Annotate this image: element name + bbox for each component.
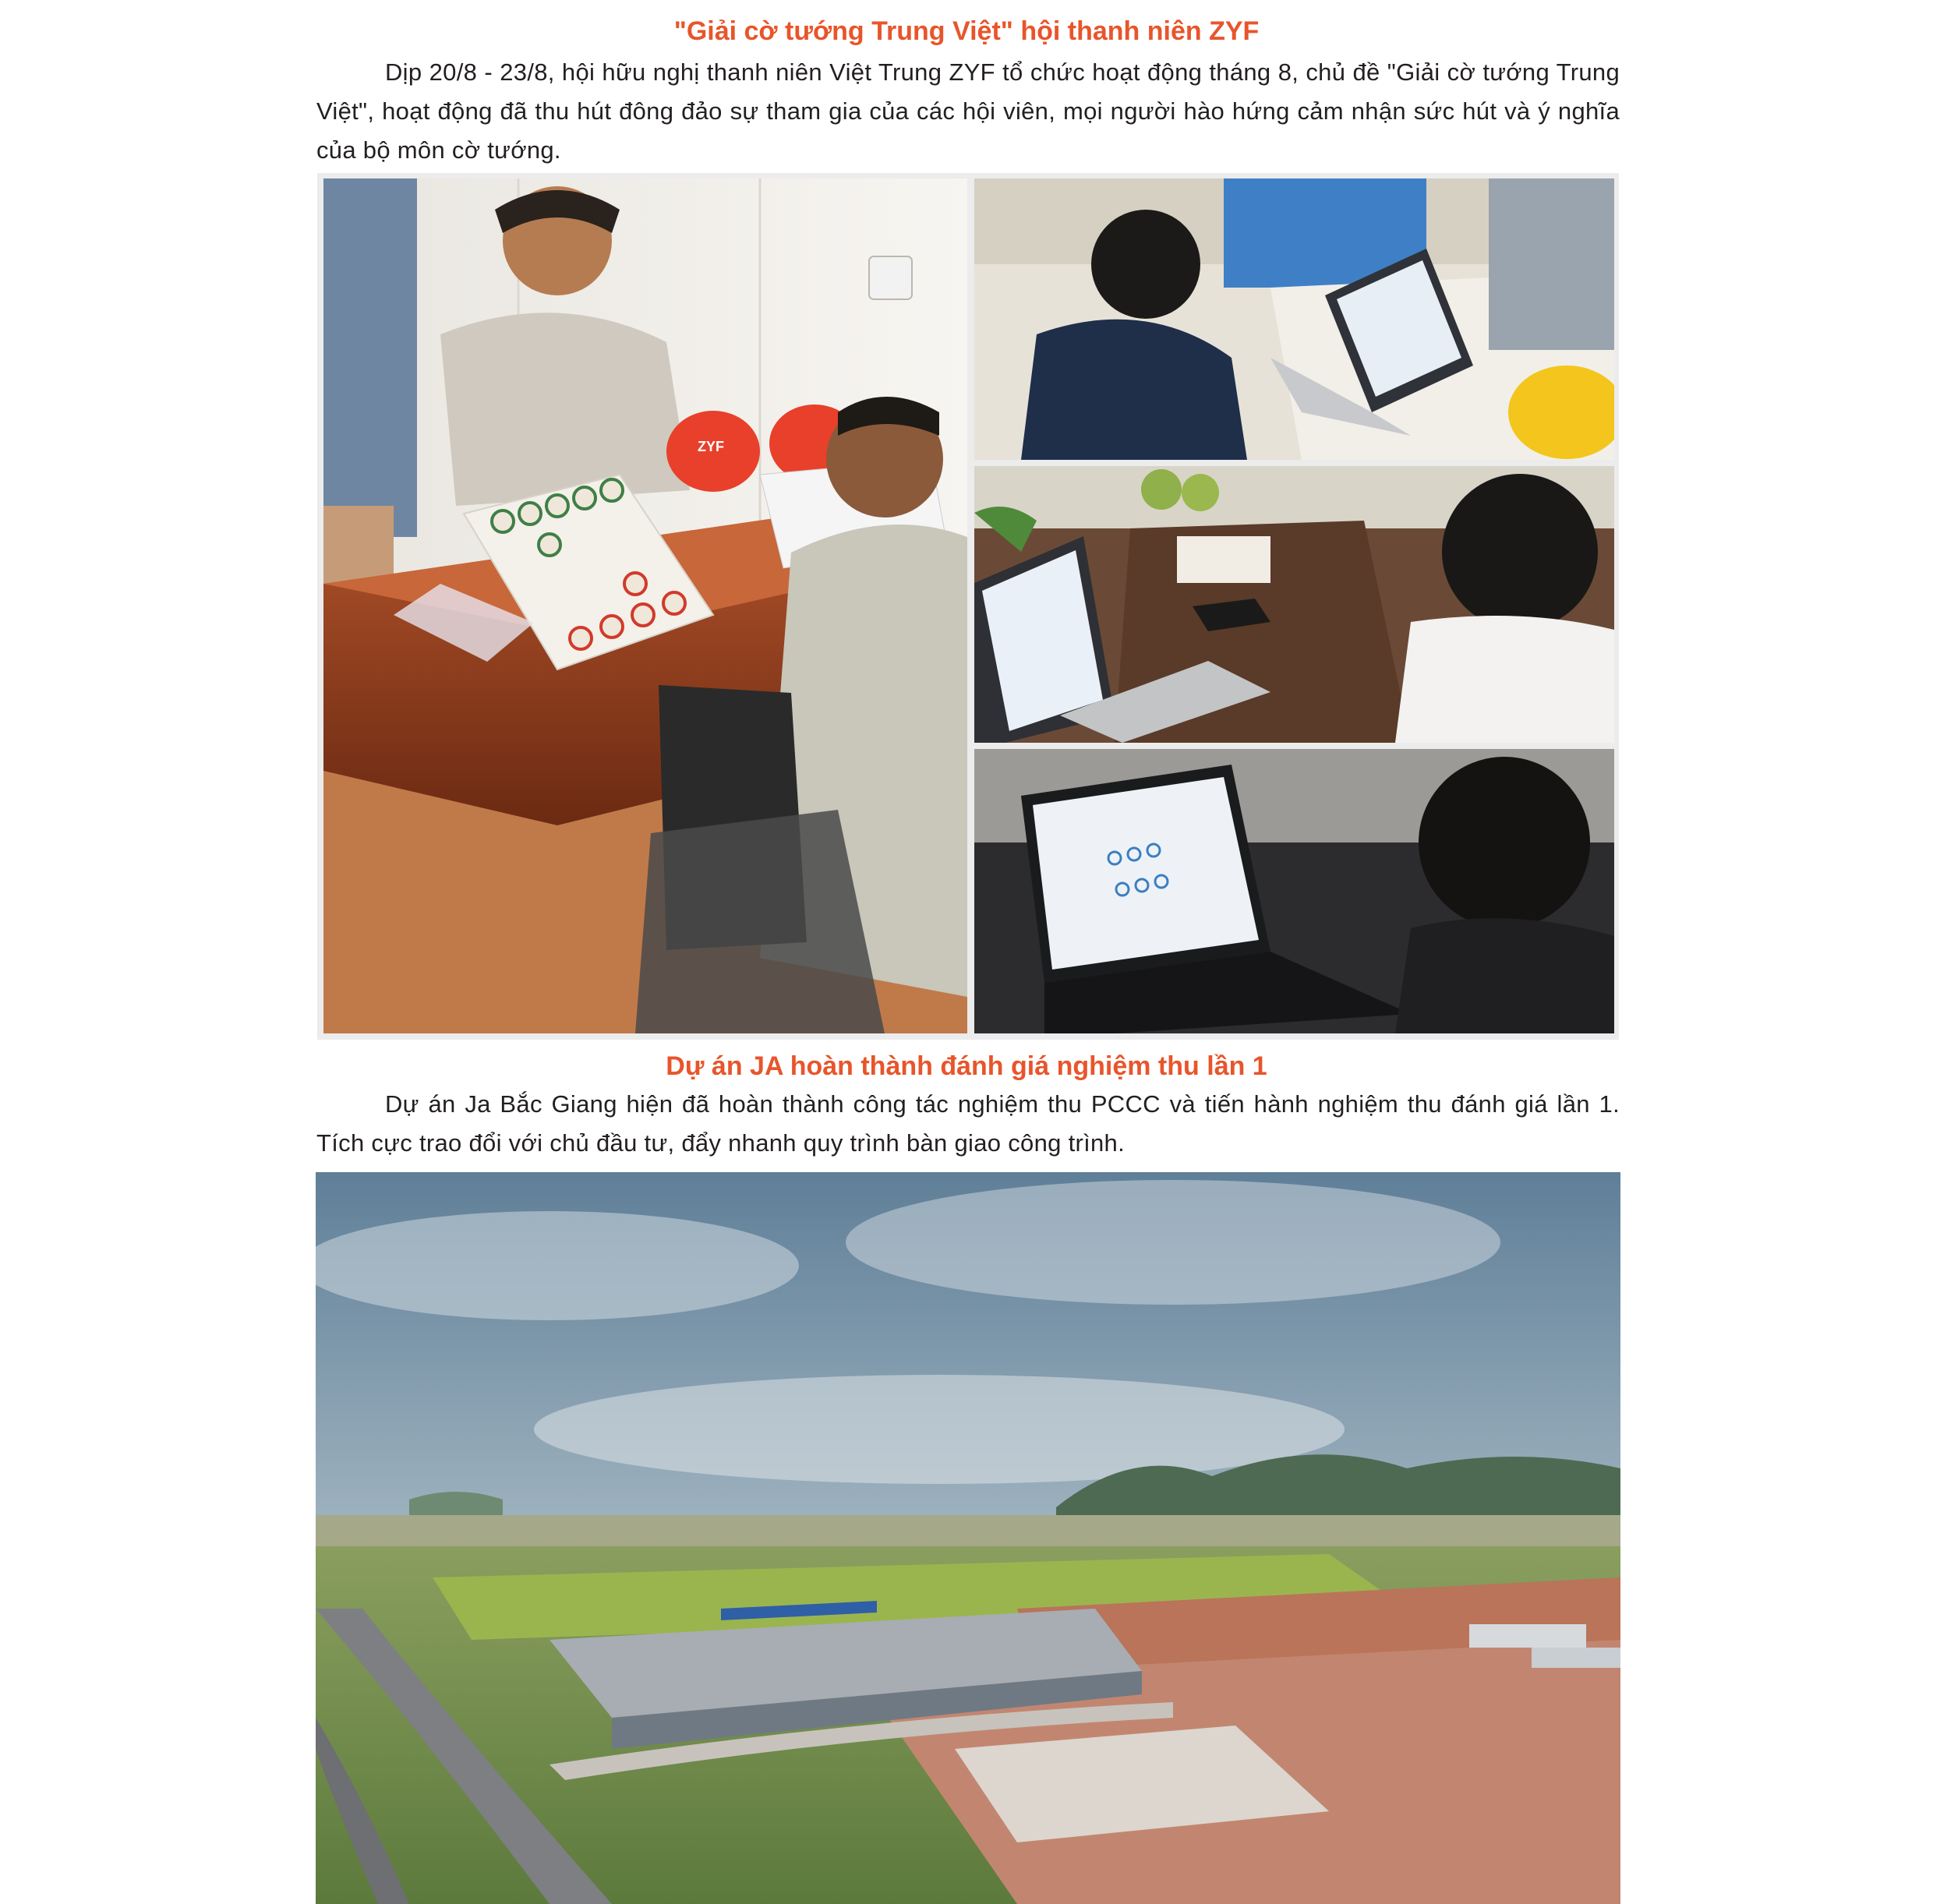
chess-match-photo: [323, 178, 967, 1033]
section1-paragraph-text: Dịp 20/8 - 23/8, hội hữu nghị thanh niên Việt Trung ZYF tổ chức hoạt động tháng 8, chủ đề "Giải cờ tướng Trung Việt", hoạt động đã thu hút đông đảo sự tham gia của các hội viên, mọi người hào hứng cảm nhận sức hút và ý nghĩa của bộ môn cờ tướng.: [316, 58, 1620, 164]
aerial-factory-photo: [316, 1172, 1620, 1904]
online-chess-laptop-photo-1: [974, 178, 1614, 460]
section1-paragraph: [316, 53, 1620, 170]
online-chess-laptop-photo-2: [974, 466, 1614, 743]
section2-paragraph-text: Dự án Ja Bắc Giang hiện đã hoàn thành công tác nghiệm thu PCCC và tiến hành nghiệm thu đánh giá lần 1. Tích cực trao đổi với chủ đầu tư, đẩy nhanh quy trình bàn giao công trình.: [316, 1090, 1620, 1157]
section2-paragraph: [316, 1085, 1620, 1163]
section1-title: "Giải cờ tướng Trung Việt" hội thanh niên ZYF: [673, 16, 1260, 46]
aerial-factory-illustration: [316, 1172, 1620, 1904]
laptop-scene-illustration-3: [974, 749, 1614, 1033]
hard-hat-logo: ZYF: [698, 439, 724, 454]
chess-match-illustration: [323, 178, 967, 1033]
section2-title: Dự án JA hoàn thành đánh giá nghiệm thu lần 1: [666, 1051, 1267, 1081]
laptop-scene-illustration-2: [974, 466, 1614, 743]
online-chess-laptop-photo-3: [974, 749, 1614, 1033]
laptop-scene-illustration-1: [974, 178, 1614, 460]
